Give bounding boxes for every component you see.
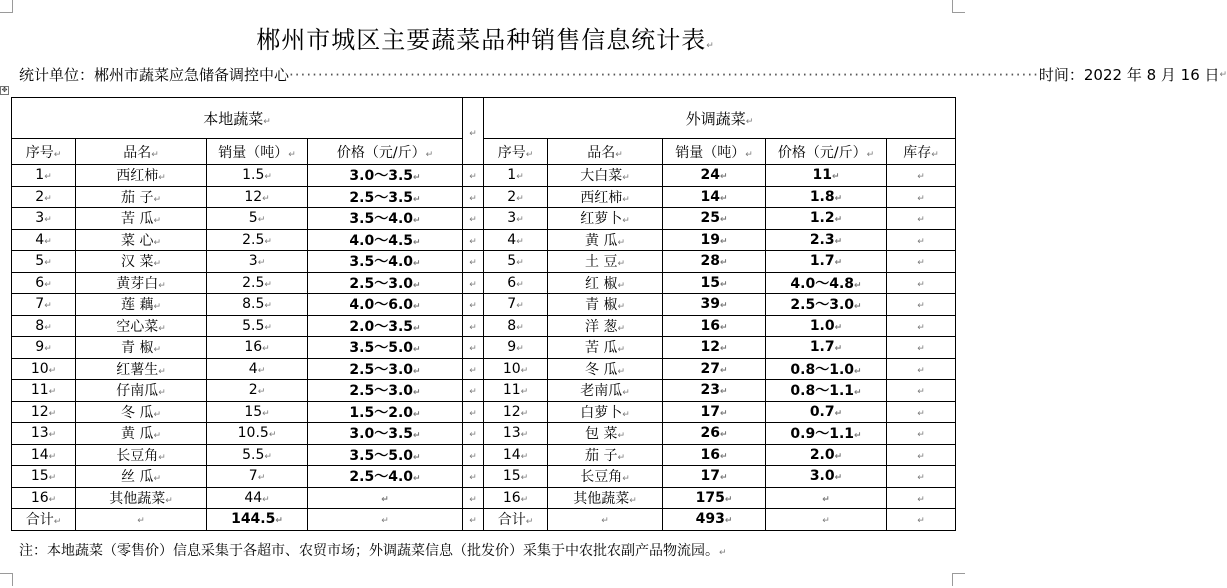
local-volume-cell: 10.5↵ [207,423,308,445]
divider-cell: ↵ [463,251,484,273]
column-header: 序号↵ [484,139,548,165]
title-text: 郴州市城区主要蔬菜品种销售信息统计表 [256,26,707,54]
external-volume-cell: 25↵ [663,208,766,230]
empty-cell: ↵ [76,509,207,531]
paragraph-mark-icon: ↵ [1219,69,1227,80]
empty-cell: ↵ [548,509,663,531]
external-price-cell: 1.7↵ [766,337,887,359]
local-index-cell: 3↵ [12,208,76,230]
page-corner-mark [952,0,965,13]
divider-cell: ↵ [463,487,484,509]
local-name-cell: 其他蔬菜↵ [76,487,207,509]
external-stock-cell: ↵ [887,186,956,208]
column-header: 销量（吨）↵ [663,139,766,165]
external-price-cell: 1.8↵ [766,186,887,208]
external-index-cell: 5↵ [484,251,548,273]
local-volume-cell: 2.5↵ [207,272,308,294]
local-price-cell: 2.5～4.0↵ [308,466,463,488]
local-volume-cell: 1.5↵ [207,165,308,187]
external-stock-cell: ↵ [887,466,956,488]
local-price-cell: 4.0～6.0↵ [308,294,463,316]
external-volume-cell: 15↵ [663,272,766,294]
table-row [12,251,956,273]
external-index-cell: 4↵ [484,229,548,251]
table-row [12,272,956,294]
external-name-cell: 冬 瓜↵ [548,358,663,380]
external-stock-cell: ↵ [887,272,956,294]
external-volume-cell: 17↵ [663,401,766,423]
external-name-cell: 老南瓜↵ [548,380,663,402]
local-index-cell: 8↵ [12,315,76,337]
external-name-cell: 红 椒↵ [548,272,663,294]
local-index-cell: 7↵ [12,294,76,316]
table-row [12,294,956,316]
local-volume-cell: 5.5↵ [207,444,308,466]
local-index-cell: 2↵ [12,186,76,208]
footnote [19,540,727,560]
column-header: 库存↵ [887,139,956,165]
local-index-cell: 15↵ [12,466,76,488]
page-corner-mark [0,573,13,586]
external-index-cell: 8↵ [484,315,548,337]
empty-cell: ↵ [766,509,887,531]
external-price-cell: ↵ [766,487,887,509]
external-price-cell: 0.9～1.1↵ [766,423,887,445]
divider-cell: ↵ [463,380,484,402]
external-index-cell: 7↵ [484,294,548,316]
divider-cell: ↵ [463,401,484,423]
local-index-cell: 13↵ [12,423,76,445]
local-name-cell: 青 椒↵ [76,337,207,359]
external-name-cell: 土 豆↵ [548,251,663,273]
external-name-cell: 大白菜↵ [548,165,663,187]
divider-cell: ↵ [463,165,484,187]
external-price-cell: 2.0↵ [766,444,887,466]
table-row [12,358,956,380]
local-name-cell: 仔南瓜↵ [76,380,207,402]
local-price-cell: 3.0～3.5↵ [308,165,463,187]
local-section-title: 本地蔬菜↵ [12,98,463,139]
local-name-cell: 汉 菜↵ [76,251,207,273]
divider-column: ↵ [463,98,484,165]
column-header: 品名↵ [76,139,207,165]
external-stock-cell: ↵ [887,401,956,423]
external-stock-cell: ↵ [887,294,956,316]
local-price-cell: 2.5～3.0↵ [308,272,463,294]
external-name-cell: 包 菜↵ [548,423,663,445]
local-volume-cell: 5↵ [207,208,308,230]
external-volume-cell: 23↵ [663,380,766,402]
external-name-cell: 白萝卜↵ [548,401,663,423]
external-name-cell: 红萝卜↵ [548,208,663,230]
divider-cell: ↵ [463,229,484,251]
local-price-cell: 2.5～3.0↵ [308,358,463,380]
local-price-cell: ↵ [308,487,463,509]
local-index-cell: 6↵ [12,272,76,294]
external-name-cell: 黄 瓜↵ [548,229,663,251]
paragraph-mark-icon: ↵ [719,548,727,558]
external-index-cell: 14↵ [484,444,548,466]
external-index-cell: 3↵ [484,208,548,230]
external-volume-cell: 16↵ [663,444,766,466]
external-index-cell: 9↵ [484,337,548,359]
table-row [12,444,956,466]
external-price-cell: 2.5～3.0↵ [766,294,887,316]
external-index-cell: 15↵ [484,466,548,488]
local-name-cell: 苦 瓜↵ [76,208,207,230]
external-volume-cell: 19↵ [663,229,766,251]
footnote-text: 注：本地蔬菜（零售价）信息采集于各超市、农贸市场；外调蔬菜信息（批发价）采集于中农批农副产品物流园。 [19,543,719,559]
external-volume-cell: 175↵ [663,487,766,509]
external-stock-cell: ↵ [887,380,956,402]
external-price-cell: 11↵ [766,165,887,187]
table-row [12,487,956,509]
external-price-cell: 0.8～1.1↵ [766,380,887,402]
table-row [12,186,956,208]
paragraph-mark-icon: ↵ [706,41,715,51]
local-name-cell: 丝 瓜↵ [76,466,207,488]
local-volume-cell: 15↵ [207,401,308,423]
page-corner-mark [952,573,965,586]
local-name-cell: 黄芽白↵ [76,272,207,294]
table-row [12,165,956,187]
page-corner-mark [0,0,13,13]
empty-cell: ↵ [308,509,463,531]
local-index-cell: 9↵ [12,337,76,359]
external-price-cell: 0.7↵ [766,401,887,423]
local-name-cell: 菜 心↵ [76,229,207,251]
external-name-cell: 茄 子↵ [548,444,663,466]
table-row [12,423,956,445]
local-name-cell: 冬 瓜↵ [76,401,207,423]
local-index-cell: 1↵ [12,165,76,187]
external-stock-cell: ↵ [887,251,956,273]
external-volume-cell: 26↵ [663,423,766,445]
local-price-cell: 3.5～4.0↵ [308,251,463,273]
local-price-cell: 4.0～4.5↵ [308,229,463,251]
vegetable-sales-table [11,97,956,531]
meta-line [19,64,1227,85]
local-volume-cell: 16↵ [207,337,308,359]
external-name-cell: 长豆角↵ [548,466,663,488]
column-header: 序号↵ [12,139,76,165]
table-row [12,380,956,402]
external-stock-cell: ↵ [887,487,956,509]
divider-cell: ↵ [463,208,484,230]
empty-cell: ↵ [887,509,956,531]
external-stock-cell: ↵ [887,444,956,466]
local-name-cell: 长豆角↵ [76,444,207,466]
divider-cell: ↵ [463,186,484,208]
local-price-cell: 2.0～3.5↵ [308,315,463,337]
section-header-row [12,98,956,139]
local-index-cell: 10↵ [12,358,76,380]
external-volume-cell: 12↵ [663,337,766,359]
local-total-volume-cell: 144.5↵ [207,509,308,531]
divider-cell: ↵ [463,315,484,337]
local-name-cell: 莲 藕↵ [76,294,207,316]
table-row [12,208,956,230]
local-price-cell: 2.5～3.0↵ [308,380,463,402]
local-index-cell: 16↵ [12,487,76,509]
external-name-cell: 西红柿↵ [548,186,663,208]
table-row [12,315,956,337]
external-index-cell: 12↵ [484,401,548,423]
external-stock-cell: ↵ [887,423,956,445]
external-price-cell: 1.7↵ [766,251,887,273]
external-index-cell: 11↵ [484,380,548,402]
table-row [12,229,956,251]
column-header: 价格（元/斤）↵ [766,139,887,165]
external-price-cell: 4.0～4.8↵ [766,272,887,294]
external-index-cell: 6↵ [484,272,548,294]
table-move-handle-icon[interactable]: ✥ [1,86,8,94]
divider-cell: ↵ [463,358,484,380]
external-price-cell: 2.3↵ [766,229,887,251]
column-header-row [12,139,956,165]
local-price-cell: 3.0～3.5↵ [308,423,463,445]
external-price-cell: 1.0↵ [766,315,887,337]
external-index-cell: 2↵ [484,186,548,208]
local-name-cell: 茄 子↵ [76,186,207,208]
external-price-cell: 0.8～1.0↵ [766,358,887,380]
external-volume-cell: 14↵ [663,186,766,208]
external-stock-cell: ↵ [887,358,956,380]
table-row [12,337,956,359]
date-label: 时间：2022 年 8 月 16 日 [1038,66,1220,84]
local-price-cell: 2.5～3.5↵ [308,186,463,208]
external-volume-cell: 27↵ [663,358,766,380]
external-stock-cell: ↵ [887,229,956,251]
external-index-cell: 16↵ [484,487,548,509]
local-volume-cell: 4↵ [207,358,308,380]
local-name-cell: 红薯生↵ [76,358,207,380]
divider-cell: ↵ [463,444,484,466]
local-volume-cell: 3↵ [207,251,308,273]
table-row [12,466,956,488]
external-name-cell: 洋 葱↵ [548,315,663,337]
external-stock-cell: ↵ [887,337,956,359]
external-name-cell: 青 椒↵ [548,294,663,316]
divider-cell: ↵ [463,423,484,445]
total-row [12,509,956,531]
local-index-cell: 14↵ [12,444,76,466]
local-price-cell: 1.5～2.0↵ [308,401,463,423]
divider-cell: ↵ [463,272,484,294]
total-label-cell: 合计↵ [484,509,548,531]
divider-cell: ↵ [463,337,484,359]
local-name-cell: 黄 瓜↵ [76,423,207,445]
external-section-title: 外调蔬菜↵ [484,98,956,139]
local-index-cell: 12↵ [12,401,76,423]
divider-cell: ↵ [463,466,484,488]
external-index-cell: 1↵ [484,165,548,187]
external-volume-cell: 16↵ [663,315,766,337]
external-volume-cell: 17↵ [663,466,766,488]
total-label-cell: 合计↵ [12,509,76,531]
external-volume-cell: 39↵ [663,294,766,316]
local-index-cell: 4↵ [12,229,76,251]
divider-cell: ↵ [463,294,484,316]
local-price-cell: 3.5～5.0↵ [308,444,463,466]
local-price-cell: 3.5～4.0↵ [308,208,463,230]
external-price-cell: 3.0↵ [766,466,887,488]
external-index-cell: 10↵ [484,358,548,380]
external-volume-cell: 28↵ [663,251,766,273]
external-index-cell: 13↵ [484,423,548,445]
divider-cell: ↵ [463,509,484,531]
unit-label: 统计单位：郴州市蔬菜应急储备调控中心 [19,66,290,84]
column-header: 销量（吨）↵ [207,139,308,165]
column-header: 品名↵ [548,139,663,165]
external-stock-cell: ↵ [887,208,956,230]
local-volume-cell: 5.5↵ [207,315,308,337]
external-name-cell: 苦 瓜↵ [548,337,663,359]
document-title [0,20,971,55]
local-price-cell: 3.5～5.0↵ [308,337,463,359]
external-stock-cell: ↵ [887,165,956,187]
column-header: 价格（元/斤）↵ [308,139,463,165]
local-volume-cell: 7↵ [207,466,308,488]
local-index-cell: 5↵ [12,251,76,273]
local-volume-cell: 8.5↵ [207,294,308,316]
local-volume-cell: 12↵ [207,186,308,208]
external-name-cell: 其他蔬菜↵ [548,487,663,509]
local-volume-cell: 2↵ [207,380,308,402]
local-index-cell: 11↵ [12,380,76,402]
local-name-cell: 西红柿↵ [76,165,207,187]
external-total-volume-cell: 493↵ [663,509,766,531]
table-row [12,401,956,423]
external-price-cell: 1.2↵ [766,208,887,230]
external-stock-cell: ↵ [887,315,956,337]
local-volume-cell: 2.5↵ [207,229,308,251]
local-volume-cell: 44↵ [207,487,308,509]
external-volume-cell: 24↵ [663,165,766,187]
leader-dots: ·································································································································· [289,65,1039,84]
local-name-cell: 空心菜↵ [76,315,207,337]
